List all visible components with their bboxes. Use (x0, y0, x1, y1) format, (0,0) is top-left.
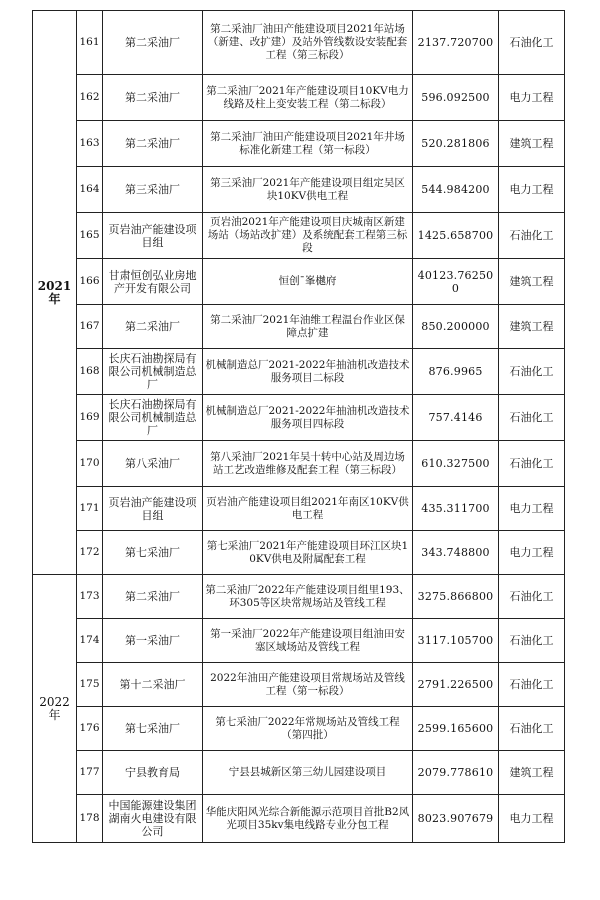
project-name: 2022年油田产能建设项目常规场站及管线工程（第一标段） (203, 663, 413, 707)
unit-name: 第八采油厂 (103, 441, 203, 487)
project-category: 石油化工 (499, 349, 565, 395)
contract-amount: 8023.907679 (413, 795, 499, 843)
row-number: 166 (77, 259, 103, 305)
project-category: 石油化工 (499, 619, 565, 663)
project-category: 建筑工程 (499, 121, 565, 167)
row-number: 168 (77, 349, 103, 395)
table-row (33, 349, 565, 395)
project-category: 建筑工程 (499, 751, 565, 795)
row-number: 172 (77, 531, 103, 575)
project-name: 第七采油厂2022年常规场站及管线工程（第四批） (203, 707, 413, 751)
contract-amount: 1425.658700 (413, 213, 499, 259)
contract-amount: 596.092500 (413, 75, 499, 121)
row-number: 171 (77, 487, 103, 531)
unit-name: 中国能源建设集团湖南火电建设有限公司 (103, 795, 203, 843)
table-row (33, 11, 565, 75)
row-number: 170 (77, 441, 103, 487)
row-number: 163 (77, 121, 103, 167)
project-category: 电力工程 (499, 487, 565, 531)
table-row (33, 213, 565, 259)
project-category: 石油化工 (499, 213, 565, 259)
table-row (33, 751, 565, 795)
unit-name: 宁县教育局 (103, 751, 203, 795)
contract-amount: 520.281806 (413, 121, 499, 167)
table-row (33, 441, 565, 487)
table-row (33, 575, 565, 619)
project-name: 第三采油厂2021年产能建设项目组定吴区块10KV供电工程 (203, 167, 413, 213)
contract-amount: 757.4146 (413, 395, 499, 441)
contract-amount: 876.9965 (413, 349, 499, 395)
contract-amount: 850.200000 (413, 305, 499, 349)
project-category: 石油化工 (499, 707, 565, 751)
unit-name: 第七采油厂 (103, 707, 203, 751)
unit-name: 第十二采油厂 (103, 663, 203, 707)
contract-amount: 544.984200 (413, 167, 499, 213)
project-category: 建筑工程 (499, 305, 565, 349)
row-number: 174 (77, 619, 103, 663)
contract-amount: 2791.226500 (413, 663, 499, 707)
table-row (33, 487, 565, 531)
table-row (33, 75, 565, 121)
row-number: 161 (77, 11, 103, 75)
row-number: 162 (77, 75, 103, 121)
table-row (33, 663, 565, 707)
project-name: 页岩油产能建设项目组2021年南区10KV供电工程 (203, 487, 413, 531)
project-name: 第一采油厂2022年产能建设项目组油田安塞区域场站及管线工程 (203, 619, 413, 663)
project-name: 第二采油厂2021年产能建设项目10KV电力线路及柱上变安装工程（第二标段） (203, 75, 413, 121)
project-category: 石油化工 (499, 663, 565, 707)
project-name: 第二采油厂2021年油维工程温台作业区保障点扩建 (203, 305, 413, 349)
contract-amount: 2137.720700 (413, 11, 499, 75)
year-cell: 2021年 (33, 11, 77, 575)
row-number: 167 (77, 305, 103, 349)
unit-name: 第一采油厂 (103, 619, 203, 663)
unit-name: 第二采油厂 (103, 75, 203, 121)
contract-amount: 3275.866800 (413, 575, 499, 619)
project-name: 页岩油2021年产能建设项目庆城南区新建场站（场站改扩建）及系统配套工程第三标段 (203, 213, 413, 259)
project-table (32, 10, 565, 843)
contract-amount: 343.748800 (413, 531, 499, 575)
project-category: 石油化工 (499, 395, 565, 441)
project-name: 第七采油厂2021年产能建设项目环江区块10KV供电及附属配套工程 (203, 531, 413, 575)
project-category: 电力工程 (499, 795, 565, 843)
project-name: 机械制造总厂2021-2022年抽油机改造技术服务项目四标段 (203, 395, 413, 441)
table-row (33, 707, 565, 751)
project-name: 华能庆阳风光综合新能源示范项目首批B2风光项目35kv集电线路专业分包工程 (203, 795, 413, 843)
table-row (33, 167, 565, 213)
contract-amount: 3117.105700 (413, 619, 499, 663)
project-category: 电力工程 (499, 167, 565, 213)
row-number: 177 (77, 751, 103, 795)
unit-name: 长庆石油勘探局有限公司机械制造总厂 (103, 395, 203, 441)
project-name: 恒创ˉ峯樾府 (203, 259, 413, 305)
contract-amount: 2079.778610 (413, 751, 499, 795)
row-number: 175 (77, 663, 103, 707)
year-cell: 2022年 (33, 575, 77, 843)
row-number: 165 (77, 213, 103, 259)
unit-name: 页岩油产能建设项目组 (103, 487, 203, 531)
unit-name: 长庆石油勘探局有限公司机械制造总厂 (103, 349, 203, 395)
project-name: 第八采油厂2021年吴十转中心站及周边场站工艺改造维修及配套工程（第三标段） (203, 441, 413, 487)
project-name: 机械制造总厂2021-2022年抽油机改造技术服务项目二标段 (203, 349, 413, 395)
table-row (33, 619, 565, 663)
project-name: 第二采油厂2022年产能建设项目组里193、环305等区块常规场站及管线工程 (203, 575, 413, 619)
row-number: 169 (77, 395, 103, 441)
table-row (33, 259, 565, 305)
project-category: 电力工程 (499, 75, 565, 121)
project-category: 电力工程 (499, 531, 565, 575)
unit-name: 第二采油厂 (103, 305, 203, 349)
contract-amount: 40123.762500 (413, 259, 499, 305)
project-name: 宁县县城新区第三幼儿园建设项目 (203, 751, 413, 795)
project-category: 建筑工程 (499, 259, 565, 305)
row-number: 176 (77, 707, 103, 751)
table-row (33, 531, 565, 575)
table-row (33, 395, 565, 441)
project-name: 第二采油厂油田产能建设项目2021年站场（新建、改扩建）及站外管线数设安装配套工程（第三标段） (203, 11, 413, 75)
unit-name: 第七采油厂 (103, 531, 203, 575)
unit-name: 第二采油厂 (103, 575, 203, 619)
project-category: 石油化工 (499, 11, 565, 75)
row-number: 164 (77, 167, 103, 213)
contract-amount: 610.327500 (413, 441, 499, 487)
row-number: 173 (77, 575, 103, 619)
project-category: 石油化工 (499, 575, 565, 619)
unit-name: 页岩油产能建设项目组 (103, 213, 203, 259)
unit-name: 第二采油厂 (103, 121, 203, 167)
unit-name: 第三采油厂 (103, 167, 203, 213)
row-number: 178 (77, 795, 103, 843)
table-row (33, 795, 565, 843)
contract-amount: 2599.165600 (413, 707, 499, 751)
contract-amount: 435.311700 (413, 487, 499, 531)
unit-name: 第二采油厂 (103, 11, 203, 75)
project-name: 第二采油厂油田产能建设项目2021年井场标准化新建工程（第一标段） (203, 121, 413, 167)
unit-name: 甘肃恒创弘业房地产开发有限公司 (103, 259, 203, 305)
project-category: 石油化工 (499, 441, 565, 487)
table-row (33, 305, 565, 349)
table-row (33, 121, 565, 167)
